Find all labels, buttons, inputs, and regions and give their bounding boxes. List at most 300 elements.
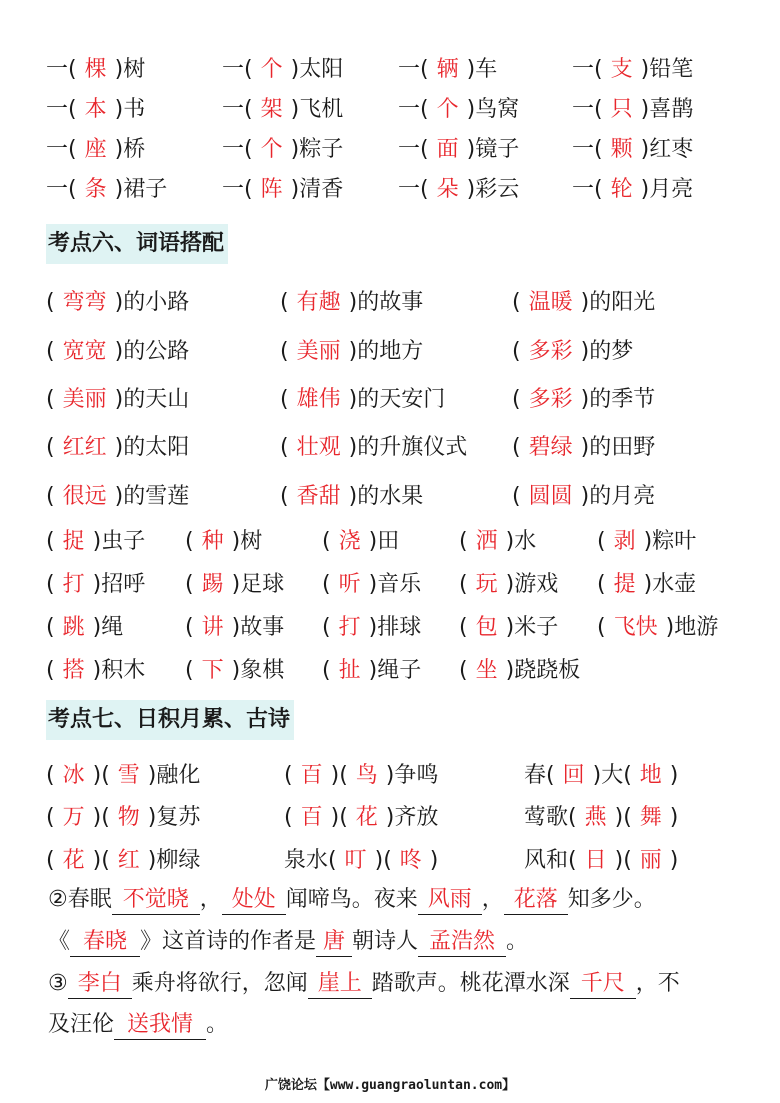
blank-answer: 不觉晓 — [112, 886, 200, 915]
answer-text: 鸟 — [355, 763, 378, 788]
item-cell — [572, 50, 693, 90]
item-cell — [524, 798, 678, 838]
blank-answer: 崖上 — [308, 970, 372, 999]
answer-text: 宽宽 — [62, 339, 107, 364]
poem-text: 。 — [506, 929, 529, 954]
blank-answer: 唐 — [316, 928, 352, 957]
prompt-text: ( — [280, 387, 289, 412]
answer-text: 棵 — [84, 57, 107, 82]
verb-pair-row — [0, 608, 780, 648]
idiom-row — [0, 798, 780, 838]
answer-text: 多彩 — [528, 387, 573, 412]
prompt-text: 一( — [572, 177, 603, 202]
prompt-text: ( — [597, 529, 606, 554]
item-cell — [322, 651, 421, 691]
item-cell — [46, 90, 145, 130]
prompt-text: 一( — [46, 137, 77, 162]
adjective-pair-row — [0, 332, 780, 372]
prompt-text: )积木 — [92, 658, 146, 683]
item-cell — [46, 283, 189, 323]
item-cell — [222, 90, 343, 130]
item-cell — [280, 428, 467, 468]
prompt-text: )的阳光 — [580, 290, 656, 315]
answer-text: 百 — [300, 805, 323, 830]
prompt-text: )水 — [505, 529, 537, 554]
answer-text: 本 — [84, 97, 107, 122]
prompt-text: )绳 — [92, 615, 124, 640]
poem-line — [48, 922, 528, 962]
blank-answer: 风雨 — [418, 886, 482, 915]
prompt-text: )的雪莲 — [114, 484, 190, 509]
answer-text: 踢 — [201, 572, 224, 597]
prompt-text: )复苏 — [147, 805, 201, 830]
prompt-text: )象棋 — [231, 658, 285, 683]
prompt-text: )的太阳 — [114, 435, 190, 460]
prompt-text: ( — [459, 529, 468, 554]
answer-text: 支 — [610, 57, 633, 82]
prompt-text: )( — [330, 805, 348, 830]
prompt-text: ( — [185, 529, 194, 554]
prompt-text: ( — [46, 763, 55, 788]
footer-source: 广饶论坛【www.guangraoluntan.com】 — [264, 1078, 516, 1093]
poem-text: 》这首诗的作者是 — [140, 929, 317, 954]
poem-line — [48, 1005, 228, 1045]
poem-text: ， — [199, 887, 222, 912]
poem-text: 及汪伦 — [48, 1012, 115, 1037]
prompt-text: )月亮 — [640, 177, 694, 202]
answer-text: 打 — [338, 615, 361, 640]
item-cell — [185, 651, 284, 691]
answer-text: 冰 — [62, 763, 85, 788]
prompt-text: )绳子 — [368, 658, 422, 683]
answer-text: 飞快 — [613, 615, 658, 640]
prompt-text: )足球 — [231, 572, 285, 597]
prompt-text: )的季节 — [580, 387, 656, 412]
measure-word-row — [0, 170, 780, 210]
item-cell — [46, 332, 189, 372]
answer-text: 只 — [610, 97, 633, 122]
prompt-text: )( — [330, 763, 348, 788]
item-cell — [222, 50, 343, 90]
answer-text: 坐 — [475, 658, 498, 683]
item-cell — [185, 565, 284, 605]
poem-text: 踏歌声。桃花潭水深 — [371, 971, 570, 996]
prompt-text: )的天安门 — [348, 387, 446, 412]
poem-text: 《 — [48, 929, 71, 954]
idiom-row — [0, 841, 780, 881]
item-cell — [572, 130, 693, 170]
answer-text: 物 — [117, 805, 140, 830]
answer-text: 百 — [300, 763, 323, 788]
prompt-text: ) — [669, 805, 679, 830]
prompt-text: 一( — [398, 97, 429, 122]
prompt-text: )鸟窝 — [466, 97, 520, 122]
answer-text: 红红 — [62, 435, 107, 460]
answer-text: 个 — [260, 137, 283, 162]
prompt-text: )争鸣 — [385, 763, 439, 788]
prompt-text: )树 — [114, 57, 146, 82]
item-cell — [185, 608, 284, 648]
answer-text: 个 — [260, 57, 283, 82]
item-cell — [524, 756, 678, 796]
prompt-text: ( — [185, 615, 194, 640]
answer-text: 万 — [62, 805, 85, 830]
prompt-text: ( — [512, 290, 521, 315]
verb-pair-row — [0, 565, 780, 605]
poem-line — [48, 880, 656, 920]
answer-text: 舞 — [639, 805, 662, 830]
answer-text: 条 — [84, 177, 107, 202]
prompt-text: ( — [322, 529, 331, 554]
answer-text: 辆 — [436, 57, 459, 82]
item-cell — [46, 380, 189, 420]
item-cell — [46, 608, 123, 648]
answer-text: 跳 — [62, 615, 85, 640]
poem-text: 闻啼鸟。夜来 — [285, 887, 418, 912]
answer-text: 燕 — [584, 805, 607, 830]
prompt-text: )跷跷板 — [505, 658, 581, 683]
prompt-text: ) — [669, 848, 679, 873]
prompt-text: 一( — [572, 137, 603, 162]
prompt-text: )彩云 — [466, 177, 520, 202]
answer-text: 种 — [201, 529, 224, 554]
prompt-text: ( — [46, 658, 55, 683]
prompt-text: 一( — [222, 97, 253, 122]
prompt-text: )铅笔 — [640, 57, 694, 82]
adjective-pair-row — [0, 477, 780, 517]
measure-word-row — [0, 130, 780, 170]
prompt-text: )米子 — [505, 615, 559, 640]
prompt-text: )书 — [114, 97, 146, 122]
item-cell — [597, 565, 696, 605]
answer-text: 架 — [260, 97, 283, 122]
prompt-text: )粽叶 — [643, 529, 697, 554]
prompt-text: 春( — [524, 763, 555, 788]
prompt-text: ( — [46, 572, 55, 597]
prompt-text: ( — [512, 435, 521, 460]
item-cell — [280, 380, 445, 420]
prompt-text: )桥 — [114, 137, 146, 162]
answer-text: 朵 — [436, 177, 459, 202]
prompt-text: ( — [46, 805, 55, 830]
prompt-text: ( — [322, 572, 331, 597]
prompt-text: )飞机 — [290, 97, 344, 122]
blank-answer: 花落 — [504, 886, 568, 915]
prompt-text: )故事 — [231, 615, 285, 640]
prompt-text: 一( — [398, 57, 429, 82]
prompt-text: ( — [280, 290, 289, 315]
prompt-text: )红枣 — [640, 137, 694, 162]
prompt-text: 一( — [222, 137, 253, 162]
prompt-text: )地游 — [665, 615, 719, 640]
poem-text: 。 — [206, 1012, 229, 1037]
prompt-text: ( — [284, 763, 293, 788]
answer-text: 咚 — [399, 848, 422, 873]
answer-text: 很远 — [62, 484, 107, 509]
answer-text: 雪 — [117, 763, 140, 788]
prompt-text: 一( — [222, 57, 253, 82]
prompt-text: ( — [597, 615, 606, 640]
prompt-text: 莺歌( — [524, 805, 577, 830]
prompt-text: 一( — [222, 177, 253, 202]
item-cell — [280, 283, 423, 323]
prompt-text: 一( — [46, 57, 77, 82]
item-cell — [572, 90, 693, 130]
prompt-text: )( — [92, 763, 110, 788]
answer-text: 弯弯 — [62, 290, 107, 315]
item-cell — [284, 798, 438, 838]
item-cell — [512, 428, 655, 468]
poem-text: ②春眠 — [48, 887, 112, 912]
prompt-text: )的天山 — [114, 387, 190, 412]
answer-text: 讲 — [201, 615, 224, 640]
section-heading-7: 考点七、日积月累、古诗 — [46, 700, 294, 740]
item-cell — [459, 565, 558, 605]
prompt-text: 一( — [46, 177, 77, 202]
item-cell — [597, 608, 718, 648]
adjective-pair-row — [0, 380, 780, 420]
item-cell — [284, 841, 438, 881]
answer-text: 红 — [117, 848, 140, 873]
item-cell — [512, 332, 633, 372]
item-cell — [322, 522, 399, 562]
answer-text: 阵 — [260, 177, 283, 202]
prompt-text: )( — [374, 848, 392, 873]
answer-text: 玩 — [475, 572, 498, 597]
answer-text: 雄伟 — [296, 387, 341, 412]
item-cell — [322, 565, 421, 605]
prompt-text: )虫子 — [92, 529, 146, 554]
answer-text: 颗 — [610, 137, 633, 162]
blank-answer: 处处 — [222, 886, 286, 915]
item-cell — [280, 332, 423, 372]
item-cell — [46, 50, 145, 90]
prompt-text: )清香 — [290, 177, 344, 202]
poem-text: 乘舟将欲行，忽闻 — [131, 971, 308, 996]
prompt-text: )镜子 — [466, 137, 520, 162]
prompt-text: 一( — [572, 97, 603, 122]
prompt-text: ( — [46, 339, 55, 364]
blank-answer: 送我情 — [114, 1011, 206, 1040]
answer-text: 洒 — [475, 529, 498, 554]
prompt-text: ( — [322, 615, 331, 640]
prompt-text: )太阳 — [290, 57, 344, 82]
prompt-text: )排球 — [368, 615, 422, 640]
poem-text: 朝诗人 — [352, 929, 419, 954]
poem-text: ， — [481, 887, 504, 912]
item-cell — [284, 756, 438, 796]
prompt-text: )车 — [466, 57, 498, 82]
prompt-text: ( — [597, 572, 606, 597]
answer-text: 花 — [62, 848, 85, 873]
item-cell — [46, 565, 145, 605]
prompt-text: 一( — [572, 57, 603, 82]
prompt-text: )喜鹊 — [640, 97, 694, 122]
measure-word-row — [0, 50, 780, 90]
verb-pair-row — [0, 651, 780, 691]
prompt-text: )( — [92, 848, 110, 873]
blank-answer: 春晓 — [70, 928, 140, 957]
item-cell — [46, 477, 189, 517]
answer-text: 座 — [84, 137, 107, 162]
prompt-text: )粽子 — [290, 137, 344, 162]
answer-text: 听 — [338, 572, 361, 597]
item-cell — [459, 651, 580, 691]
prompt-text: ( — [280, 435, 289, 460]
answer-text: 包 — [475, 615, 498, 640]
prompt-text: ( — [185, 572, 194, 597]
prompt-text: )的地方 — [348, 339, 424, 364]
item-cell — [398, 170, 519, 210]
prompt-text: ) — [429, 848, 439, 873]
prompt-text: ( — [512, 339, 521, 364]
poem-text: 知多少。 — [567, 887, 656, 912]
item-cell — [512, 283, 655, 323]
answer-text: 花 — [355, 805, 378, 830]
answer-text: 碧绿 — [528, 435, 573, 460]
prompt-text: ( — [185, 658, 194, 683]
answer-text: 圆圆 — [528, 484, 573, 509]
prompt-text: )树 — [231, 529, 263, 554]
answer-text: 地 — [639, 763, 662, 788]
poem-text: ③ — [48, 971, 68, 996]
prompt-text: )游戏 — [505, 572, 559, 597]
item-cell — [46, 756, 200, 796]
prompt-text: 风和( — [524, 848, 577, 873]
prompt-text: )( — [614, 805, 632, 830]
item-cell — [597, 522, 696, 562]
prompt-text: )的月亮 — [580, 484, 656, 509]
answer-text: 捉 — [62, 529, 85, 554]
item-cell — [46, 841, 200, 881]
answer-text: 多彩 — [528, 339, 573, 364]
answer-text: 温暖 — [528, 290, 573, 315]
adjective-pair-row — [0, 428, 780, 468]
answer-text: 个 — [436, 97, 459, 122]
item-cell — [459, 608, 558, 648]
prompt-text: )齐放 — [385, 805, 439, 830]
answer-text: 搭 — [62, 658, 85, 683]
item-cell — [46, 651, 145, 691]
item-cell — [185, 522, 262, 562]
prompt-text: )融化 — [147, 763, 201, 788]
item-cell — [512, 477, 655, 517]
blank-answer: 千尺 — [570, 970, 636, 999]
prompt-text: 一( — [398, 137, 429, 162]
prompt-text: 一( — [46, 97, 77, 122]
prompt-text: )招呼 — [92, 572, 146, 597]
item-cell — [222, 170, 343, 210]
prompt-text: ( — [46, 484, 55, 509]
answer-text: 美丽 — [296, 339, 341, 364]
answer-text: 剥 — [613, 529, 636, 554]
section-heading-6: 考点六、词语搭配 — [46, 224, 228, 264]
answer-text: 面 — [436, 137, 459, 162]
answer-text: 壮观 — [296, 435, 341, 460]
prompt-text: ( — [46, 435, 55, 460]
item-cell — [524, 841, 678, 881]
blank-answer: 孟浩然 — [418, 928, 506, 957]
item-cell — [459, 522, 536, 562]
prompt-text: )的升旗仪式 — [348, 435, 468, 460]
prompt-text: )( — [92, 805, 110, 830]
verb-pair-row — [0, 522, 780, 562]
answer-text: 香甜 — [296, 484, 341, 509]
prompt-text: )的田野 — [580, 435, 656, 460]
item-cell — [46, 522, 145, 562]
poem-text: ，不 — [635, 971, 680, 996]
item-cell — [280, 477, 423, 517]
prompt-text: ( — [459, 615, 468, 640]
prompt-text: ( — [512, 387, 521, 412]
prompt-text: ( — [46, 848, 55, 873]
blank-answer: 李白 — [68, 970, 132, 999]
answer-text: 丽 — [639, 848, 662, 873]
prompt-text: ) — [669, 763, 679, 788]
answer-text: 回 — [562, 763, 585, 788]
prompt-text: )音乐 — [368, 572, 422, 597]
prompt-text: ( — [46, 290, 55, 315]
prompt-text: )大( — [592, 763, 632, 788]
prompt-text: ( — [284, 805, 293, 830]
item-cell — [398, 130, 519, 170]
item-cell — [512, 380, 655, 420]
item-cell — [46, 170, 167, 210]
prompt-text: )( — [614, 848, 632, 873]
prompt-text: ( — [280, 484, 289, 509]
prompt-text: ( — [459, 572, 468, 597]
answer-text: 有趣 — [296, 290, 341, 315]
prompt-text: )柳绿 — [147, 848, 201, 873]
answer-text: 浇 — [338, 529, 361, 554]
prompt-text: )田 — [368, 529, 400, 554]
answer-text: 提 — [613, 572, 636, 597]
idiom-row — [0, 756, 780, 796]
measure-word-row — [0, 90, 780, 130]
prompt-text: )水壶 — [643, 572, 697, 597]
prompt-text: )裙子 — [114, 177, 168, 202]
adjective-pair-row — [0, 283, 780, 323]
prompt-text: ( — [46, 615, 55, 640]
prompt-text: )的水果 — [348, 484, 424, 509]
answer-text: 美丽 — [62, 387, 107, 412]
answer-text: 日 — [584, 848, 607, 873]
prompt-text: )的小路 — [114, 290, 190, 315]
prompt-text: ( — [322, 658, 331, 683]
prompt-text: 泉水( — [284, 848, 337, 873]
item-cell — [398, 50, 497, 90]
answer-text: 扯 — [338, 658, 361, 683]
prompt-text: )的公路 — [114, 339, 190, 364]
answer-text: 下 — [201, 658, 224, 683]
item-cell — [46, 798, 200, 838]
item-cell — [322, 608, 421, 648]
answer-text: 打 — [62, 572, 85, 597]
item-cell — [398, 90, 519, 130]
item-cell — [572, 170, 693, 210]
item-cell — [46, 130, 145, 170]
prompt-text: ( — [46, 529, 55, 554]
prompt-text: ( — [459, 658, 468, 683]
item-cell — [46, 428, 189, 468]
prompt-text: ( — [46, 387, 55, 412]
prompt-text: )的梦 — [580, 339, 634, 364]
poem-line — [48, 964, 680, 1004]
prompt-text: ( — [280, 339, 289, 364]
prompt-text: ( — [512, 484, 521, 509]
prompt-text: 一( — [398, 177, 429, 202]
item-cell — [222, 130, 343, 170]
